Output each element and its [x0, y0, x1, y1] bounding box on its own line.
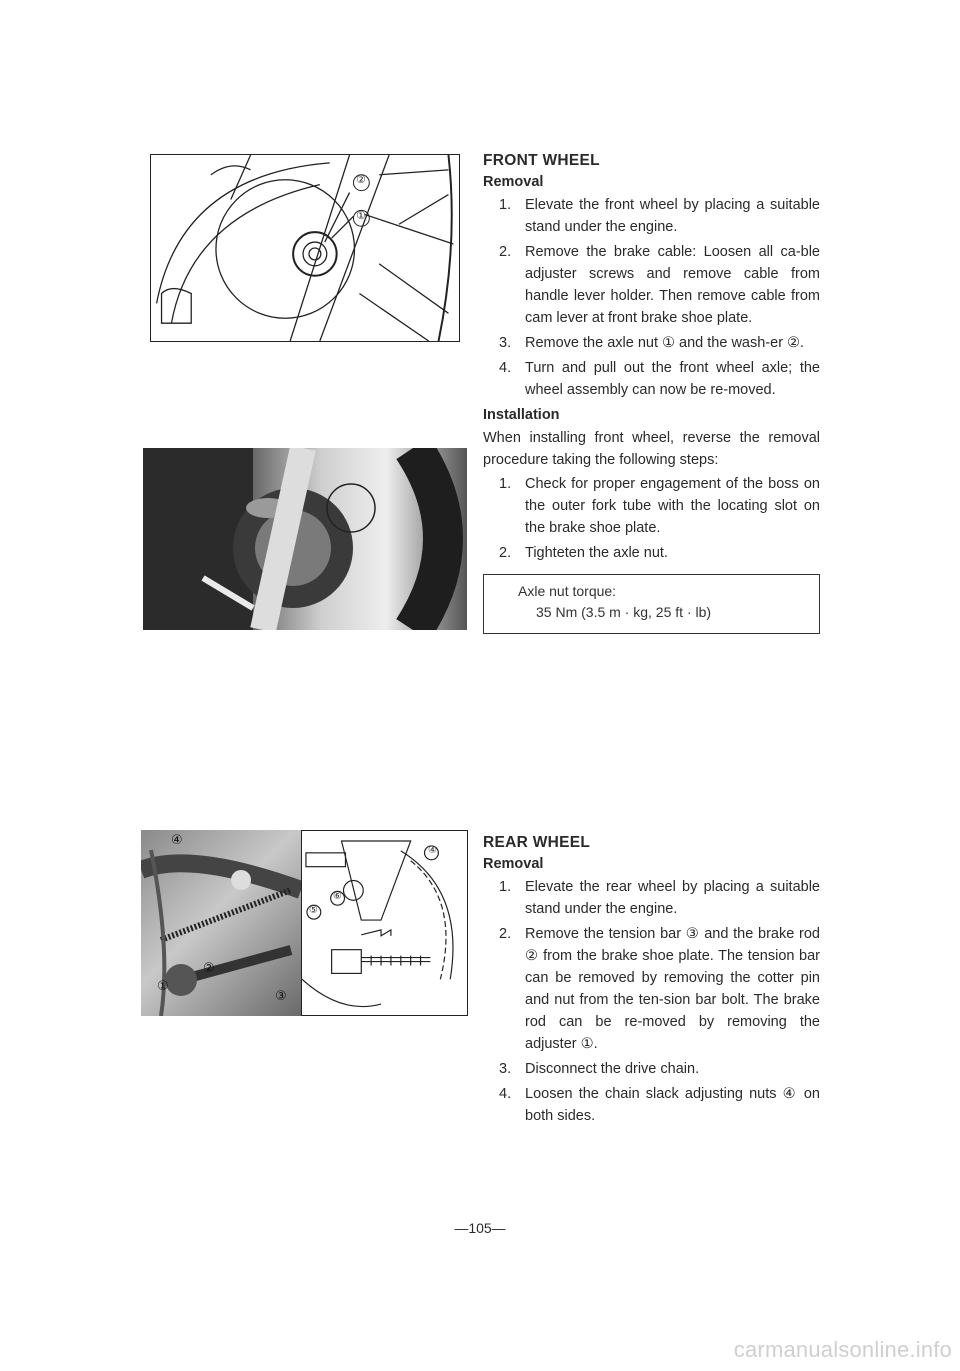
- list-item: 1. Elevate the front wheel by placing a suitable stand under the engine.: [499, 197, 820, 235]
- list-item: 2. Tighteten the axle nut.: [499, 545, 668, 561]
- list-item: 3. Remove the axle nut ① and the wash-er ②.: [499, 335, 805, 351]
- rear-removal-steps: [483, 876, 820, 1127]
- callout-5: ⑤: [309, 905, 318, 916]
- spec-value: 35 Nm (3.5 m · kg, 25 ft · lb): [536, 604, 712, 620]
- list-item: 3. Disconnect the drive chain.: [499, 1061, 700, 1077]
- rear-wheel-title: REAR WHEEL: [483, 834, 591, 851]
- front-installation-steps: [483, 473, 820, 564]
- axle-torque-spec-box: [483, 574, 820, 634]
- installation-intro: When installing front wheel, reverse the removal procedure taking the following steps:: [483, 430, 820, 468]
- list-item: 1. Elevate the rear wheel by placing a suitable stand under the engine.: [499, 879, 820, 917]
- callout-4: ④: [171, 832, 183, 847]
- list-item: 2. Remove the tension bar ③ and the brake rod ② from the brake shoe plate. The tension bar can be removed by removing the cotter pin and nut from the ten-sion bar bolt. The brake rod can be re-moved by removing the adjuster ①.: [499, 926, 820, 1052]
- callout-6: ⑥: [333, 891, 342, 902]
- callout-2: ②: [356, 174, 366, 186]
- front-removal-heading: Removal: [483, 174, 544, 190]
- list-item: 2. Remove the brake cable: Loosen all ca-ble adjuster screws and remove cable from handle lever holder. Then remove cable from cam lever at front brake shoe plate.: [499, 244, 820, 326]
- rear-removal-heading: Removal: [483, 856, 544, 872]
- front-wheel-title: FRONT WHEEL: [483, 152, 600, 169]
- front-axle-figure: [150, 154, 460, 342]
- callout-3: ③: [275, 988, 287, 1003]
- page-number: —105—: [454, 1220, 506, 1236]
- front-removal-steps: [483, 194, 820, 401]
- list-item: 4. Turn and pull out the front wheel axle; the wheel assembly can now be re-moved.: [499, 360, 820, 398]
- chain-adjuster-figure: [301, 830, 468, 1016]
- front-installation-heading: Installation: [483, 407, 560, 423]
- front-brake-photo: [143, 448, 467, 630]
- rear-wheel-section: [483, 832, 820, 1130]
- rear-brake-photo: [141, 830, 301, 1016]
- spec-label: Axle nut torque:: [518, 583, 617, 599]
- callout-1: ①: [356, 210, 366, 222]
- list-item: 1. Check for proper engagement of the boss on the outer fork tube with the locating slot on the brake shoe plate.: [499, 476, 820, 536]
- list-item: 4. Loosen the chain slack adjusting nuts ④ on both sides.: [499, 1086, 820, 1124]
- callout-1: ①: [157, 978, 169, 993]
- callout-2: ②: [203, 960, 215, 975]
- callout-4: ④: [428, 845, 437, 856]
- front-wheel-section: [483, 150, 820, 634]
- watermark: carmanualsonline.info: [733, 1337, 952, 1362]
